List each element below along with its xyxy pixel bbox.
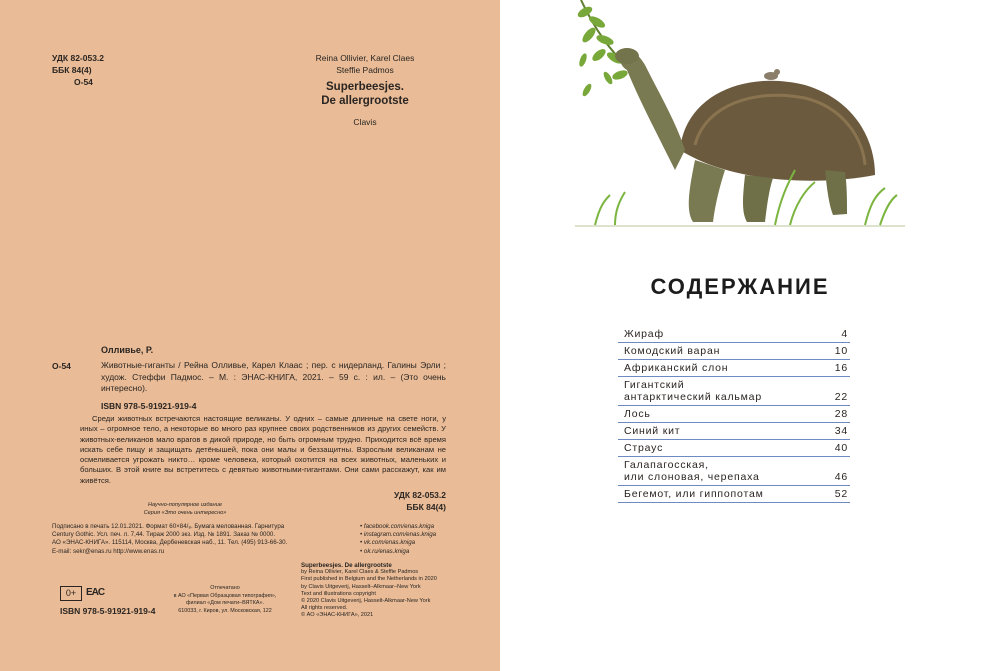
author-mark: О-54 xyxy=(74,77,93,87)
toc-title: Галапагосская, или слоновая, черепаха xyxy=(624,459,760,483)
toc-title: Бегемот, или гиппопотам xyxy=(624,488,764,500)
original-publisher: Clavis xyxy=(353,117,377,127)
imprint-details xyxy=(52,523,302,556)
printer-line: в АО «Первая Образцовая типография», xyxy=(173,592,277,599)
toc-page: 16 xyxy=(834,362,848,374)
bibliographic-record: Животные-гиганты / Рейна Олливье, Карел Клаас ; пер. с нидерланд. Галины Эрли ; худож. Стеффи Падмос. – М. : ЭНАС-КНИГА, 2021. – 59 с. : ил. – (Это очень интересно). xyxy=(101,360,446,393)
series-line-2: Серия «Это очень интересно» xyxy=(143,510,227,516)
social-link: • vk.com/enas.kniga xyxy=(360,539,416,547)
toc-title: Африканский слон xyxy=(624,362,729,374)
toc-entry xyxy=(618,440,850,457)
toc-page: 10 xyxy=(834,345,848,357)
bbk-code-2: ББК 84(4) xyxy=(406,502,446,512)
isbn-bottom: ISBN 978-5-91921-919-4 xyxy=(60,606,156,616)
toc-entry xyxy=(618,457,850,486)
social-link: • ok.ru/enas.kniga xyxy=(360,547,410,555)
social-link: • facebook.com/enas.kniga xyxy=(360,523,435,530)
printer-line: Отпечатано xyxy=(210,585,240,591)
credits-line: by Clavis Uitgeverij, Hasselt–Alkmaar–New York xyxy=(301,583,421,590)
bbk-code: ББК 84(4) xyxy=(52,65,92,75)
toc-title: Комодский варан xyxy=(624,345,721,357)
imprint-line: АО «ЭНАС-КНИГА». 115114, Москва, Дербеневская наб., 11. Тел. (495) 913-66-30. xyxy=(52,539,288,547)
toc-entry xyxy=(618,423,850,440)
classification-block-2 xyxy=(380,489,446,513)
toc-entry xyxy=(618,486,850,503)
original-authors-1: Reina Ollivier, Karel Claes xyxy=(315,53,415,63)
credits-line: by Reina Ollivier, Karel Claes & Steffie Padmos xyxy=(301,569,419,576)
udk-code-2: УДК 82-053.2 xyxy=(393,490,446,500)
toc-page: 40 xyxy=(834,442,848,454)
original-title-line1: Superbeesjes. xyxy=(326,81,404,93)
series-note xyxy=(110,501,260,517)
toc-title: Страус xyxy=(624,442,664,454)
original-title-line2: De allergrootste xyxy=(321,95,409,107)
social-link: • instagram.com/enas.kniga xyxy=(360,531,437,539)
toc-page: 28 xyxy=(834,408,848,420)
toc-entry xyxy=(618,343,850,360)
classification-block xyxy=(52,52,104,88)
imprint-line: E-mail: sekr@enas.ru http://www.enas.ru xyxy=(52,547,165,555)
toc-page: 34 xyxy=(834,425,848,437)
contents-heading: СОДЕРЖАНИЕ xyxy=(650,274,830,299)
credits-line: All rights reserved. xyxy=(301,605,348,612)
credits-line: © АО «ЭНАС-КНИГА», 2021 xyxy=(301,612,374,619)
toc-entry xyxy=(618,377,850,406)
social-links xyxy=(360,523,470,556)
series-line-1: Научно-популярное издание xyxy=(148,502,222,508)
original-edition xyxy=(300,52,430,128)
toc-title: Синий кит xyxy=(624,425,681,437)
credits-title: Superbeesjes. De allergrootste xyxy=(301,562,392,569)
printer-line: 610033, г. Киров, ул. Московская, 122 xyxy=(178,607,272,614)
credits-line: First published in Belgium and the Netherlands in 2020 xyxy=(301,576,437,583)
udk-code: УДК 82-053.2 xyxy=(52,53,105,63)
toc-page: 52 xyxy=(834,488,848,500)
toc-page: 4 xyxy=(841,328,848,340)
toc-entry xyxy=(618,406,850,423)
printer-line: филиал «Дом печати–ВЯТКА». xyxy=(186,600,264,606)
copyright-credits xyxy=(301,562,481,620)
toc-title: Лось xyxy=(624,408,651,420)
toc-entry xyxy=(618,360,850,377)
isbn-record: ISBN 978-5-91921-919-4 xyxy=(101,401,197,411)
imprint-line: Подписано в печать 12.01.2021. Формат 60×84/₈. Бумага мелованная. Гарнитура xyxy=(52,523,285,530)
side-code: О-54 xyxy=(52,361,71,371)
toc-page: 46 xyxy=(834,471,848,483)
original-title xyxy=(300,80,430,108)
original-authors-2: Steffie Padmos xyxy=(336,65,394,75)
table-of-contents xyxy=(618,326,850,503)
credits-line: © 2020 Clavis Uitgeverij, Hasselt-Alkmaar-New York xyxy=(301,598,431,605)
imprint-line: Century Gothic. Усл. печ. л. 7,44. Тираж 2000 экз. Изд. № 1891. Заказ № 0000. xyxy=(52,531,276,539)
toc-page: 22 xyxy=(834,391,848,403)
printer-info xyxy=(150,585,300,615)
toc-title: Гигантский антарктический кальмар xyxy=(624,379,762,403)
eac-mark: EAC xyxy=(86,587,105,598)
tortoise-illustration xyxy=(575,0,905,240)
annotation: Среди животных встречаются настоящие великаны. У одних – самые длинные на свете ноги, у иных – огромное тело, а некоторые во много раз крупнее своих родственников из других семейств. У животных-великанов мало врагов в дикой природе, но быть огромным трудно. Приходится всё время искать себе пищу и защищать детёнышей, пока они малы и беззащитны. Взрослым великанам не осмеливается угрожать никто… кроме человека, который охотится на всех животных, маленьких и больших. В этой книге вы встретитесь с девятью животными-гигантами. Они сами расскажут, как им живётся. xyxy=(80,414,446,485)
toc-entry xyxy=(618,326,850,343)
author-heading: Олливье, Р. xyxy=(101,345,154,355)
age-rating-badge: 0+ xyxy=(60,586,82,601)
credits-line: Text and illustrations copyright xyxy=(301,590,376,597)
toc-title: Жираф xyxy=(624,328,664,340)
